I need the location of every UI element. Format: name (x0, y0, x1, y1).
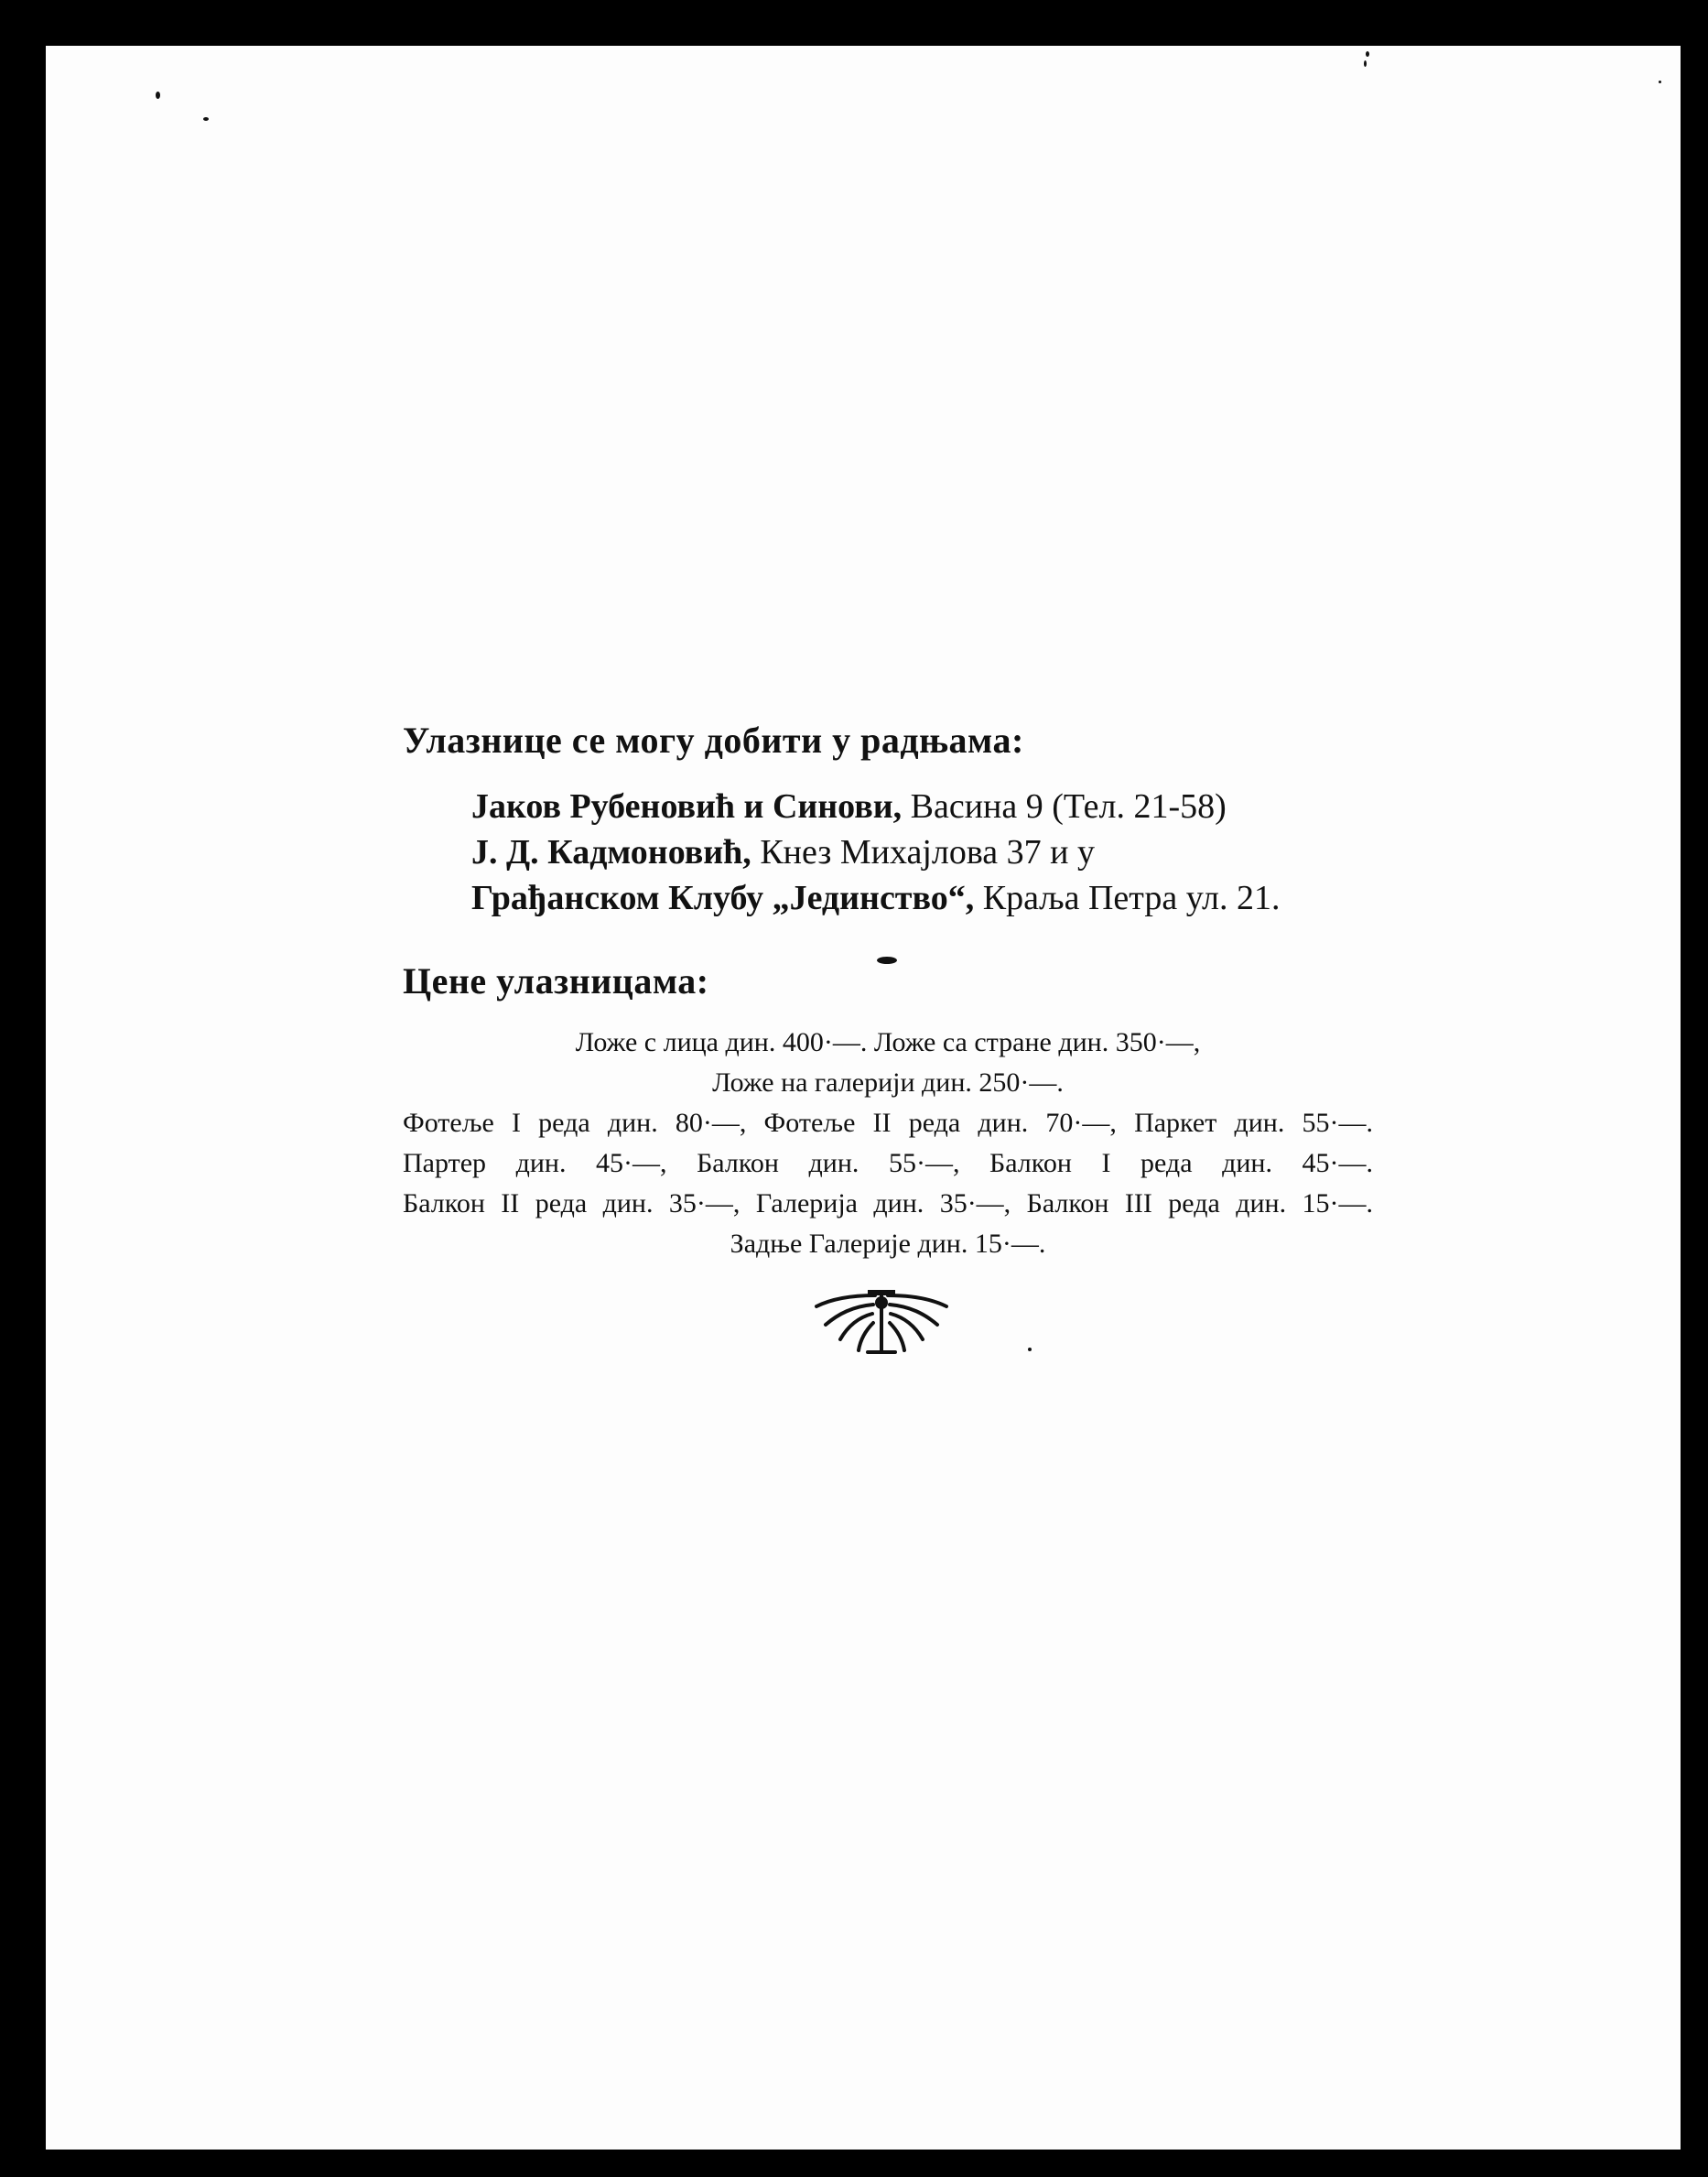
printer-ornament-icon (813, 1286, 950, 1359)
shop-item (471, 784, 1373, 829)
scan-speck (156, 92, 160, 99)
price-line: Фотеље I реда дин. 80·—, Фотеље II реда дин. 70·—, Паркет дин. 55·—. (403, 1108, 1373, 1138)
price-line: Ложе с лица дин. 400·—. Ложе са стране дин. 350·—, (575, 1027, 1201, 1057)
shop-item (471, 829, 1373, 875)
prices-heading: Цене улазницама: (403, 960, 709, 1002)
price-line: Задње Галерије дин. 15·—. (730, 1229, 1046, 1259)
price-line: Балкон II реда дин. 35·—, Галерија дин. 35·—, Балкон III реда дин. 15·—. (403, 1188, 1373, 1218)
shop-name: Грађанском Клубу „Јединство“, (471, 879, 975, 917)
document-body (403, 719, 1373, 1264)
scan-speck (1366, 51, 1369, 57)
price-line: Ложе на галерији дин. 250·—. (712, 1067, 1064, 1098)
scan-speck (203, 117, 209, 121)
shop-address: Васина 9 (Тел. 21-58) (902, 787, 1227, 826)
shop-address: Краља Петра ул. 21. (974, 879, 1281, 917)
scan-speck (1028, 1348, 1032, 1351)
shop-address: Кнез Михајлова 37 и у (751, 833, 1095, 872)
shop-item (471, 875, 1373, 921)
scan-speck (1659, 81, 1661, 83)
shop-name: Јаков Рубеновић и Синови, (471, 787, 903, 826)
shop-list (471, 784, 1373, 921)
shop-name: Ј. Д. Кадмоновић, (471, 833, 751, 872)
price-list (403, 1023, 1373, 1264)
price-line: Партер дин. 45·—, Балкон дин. 55·—, Балкон I реда дин. 45·—. (403, 1148, 1373, 1178)
scan-speck (1364, 60, 1367, 67)
tickets-heading: Улазнице се могу добити у радњама: (403, 720, 1024, 761)
